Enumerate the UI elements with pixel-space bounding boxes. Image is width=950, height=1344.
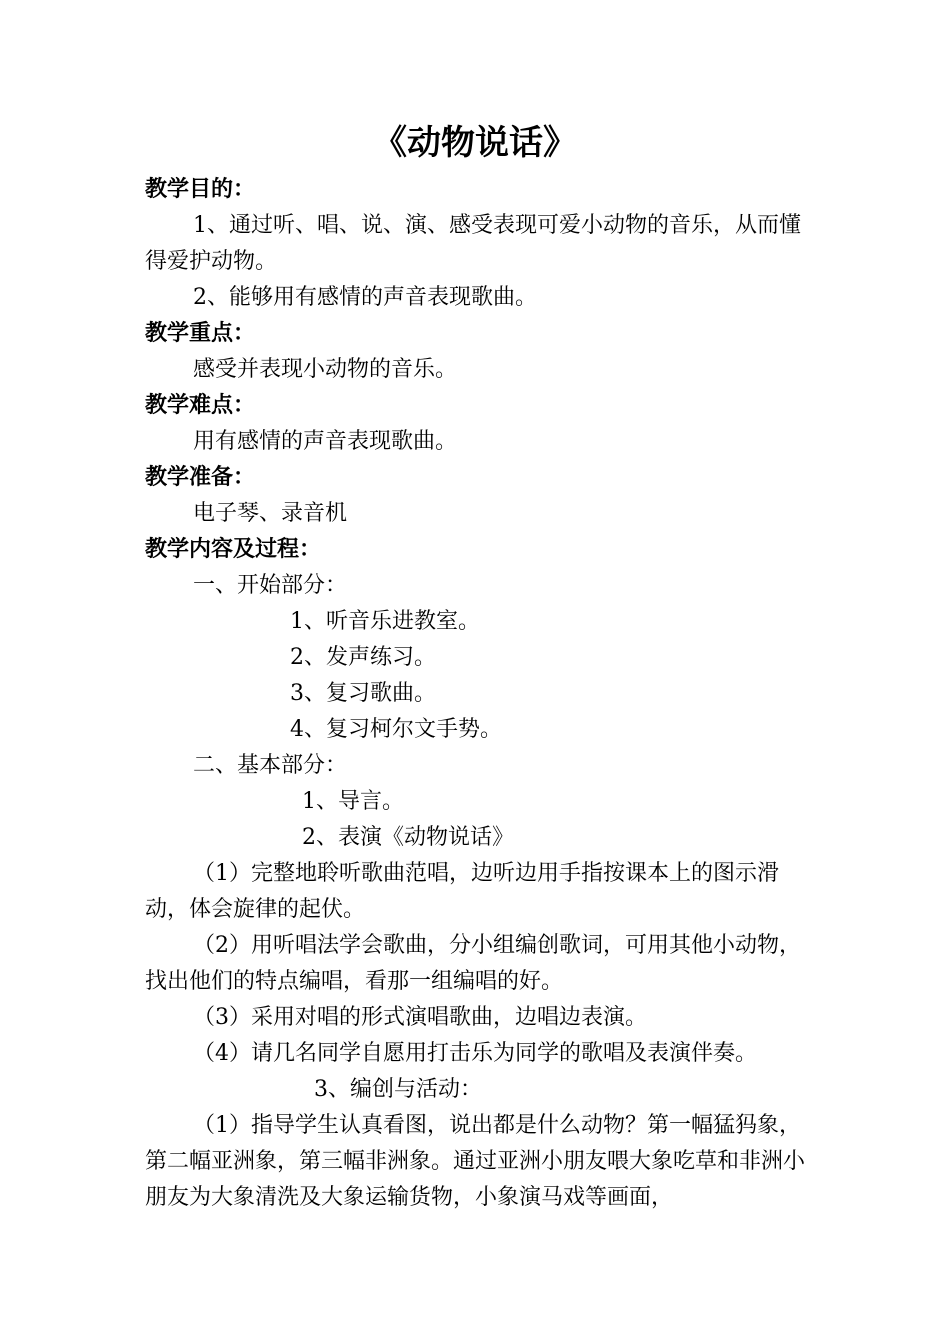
part2-sub-3: （3）采用对唱的形式演唱歌曲，边唱边表演。 bbox=[193, 1005, 647, 1030]
page-title: 《动物说话》 bbox=[373, 123, 577, 163]
difficulty-text: 用有感情的声音表现歌曲。 bbox=[193, 429, 458, 454]
prep-text: 电子琴、录音机 bbox=[193, 501, 348, 526]
part2-item-3: 3、编创与活动： bbox=[314, 1077, 482, 1102]
goal-1: 1、通过听、唱、说、演、感受表现可爱小动物的音乐，从而懂得爱护动物。 bbox=[145, 213, 801, 274]
goal-2: 2、能够用有感情的声音表现歌曲。 bbox=[193, 285, 537, 310]
process-heading: 教学内容及过程： bbox=[145, 537, 322, 562]
part2-item-2: 2、表演《动物说话》 bbox=[302, 825, 514, 850]
part2-sub-2: （2）用听唱法学会歌曲，分小组编创歌词，可用其他小动物，找出他们的特点编唱，看那一组编唱的好。 bbox=[145, 933, 801, 994]
part1-item: 3、复习歌曲。 bbox=[290, 681, 436, 706]
difficulty-heading: 教学难点： bbox=[145, 393, 256, 418]
part2-heading: 二、基本部分： bbox=[193, 753, 348, 778]
part2-sub-5: （1）指导学生认真看图，说出都是什么动物？第一幅猛犸象，第二幅亚洲象，第三幅非洲象。通过亚洲小朋友喂大象吃草和非洲小朋友为大象清洗及大象运输货物，小象演马戏等画面， bbox=[145, 1113, 806, 1210]
part1-heading: 一、开始部分： bbox=[193, 573, 348, 598]
prep-heading: 教学准备： bbox=[145, 465, 256, 490]
part1-item: 1、听音乐进教室。 bbox=[290, 609, 480, 634]
part1-item: 2、发声练习。 bbox=[290, 645, 436, 670]
part2-sub-1: （1）完整地聆听歌曲范唱，边听边用手指按课本上的图示滑动，体会旋律的起伏。 bbox=[145, 861, 779, 922]
focus-heading: 教学重点： bbox=[145, 321, 256, 346]
goals-heading: 教学目的： bbox=[145, 177, 256, 202]
focus-text: 感受并表现小动物的音乐。 bbox=[193, 357, 458, 382]
part2-item-1: 1、导言。 bbox=[302, 789, 404, 814]
part2-sub-4: （4）请几名同学自愿用打击乐为同学的歌唱及表演伴奏。 bbox=[193, 1041, 757, 1066]
part1-item: 4、复习柯尔文手势。 bbox=[290, 717, 502, 742]
